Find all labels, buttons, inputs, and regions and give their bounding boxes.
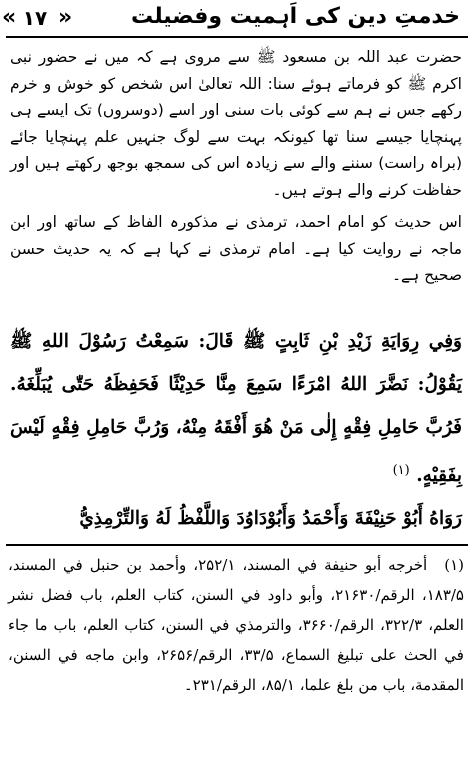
page-title: خدمتِ دین کی اَہمیت وفضیلت <box>131 4 460 29</box>
hadith-text: وَفِي رِوَايَةِ زَيْدِ بْنِ ثَابِتٍ ﷺ قَالَ: سَمِعْتُ رَسُوْلَ اللهِ ﷺ يَقُوْلُ: نَضَّرَ اللهُ امْرَءًا سَمِعَ مِنَّا حَدِيْثًا فَحَفِظَهُ حَتّٰى يُبَلِّغَهُ. فَرُبَّ حَامِلِ فِقْهٍ إِلٰى مَنْ هُوَ أَفْقَهُ مِنْهُ، وَرُبَّ حَامِلِ فِقْهٍ لَيْسَ بِفَقِيْهٍ. <box>10 331 462 487</box>
footnote-reference: (۱) <box>392 463 410 478</box>
page-number-bracket-left: « <box>2 5 17 30</box>
page-number-bracket-right: » <box>58 5 73 30</box>
arabic-hadith <box>10 320 462 540</box>
page-header <box>0 0 474 40</box>
hadith-narration: رَوَاهُ أَبُوْ حَنِيْفَةَ وَأَحْمَدُ وَأَبُوْدَاوُدَ وَاللَّفْظُ لَهُ وَالتِّرْمِذِيُّ <box>79 508 462 530</box>
paragraph-source: اس حدیث کو امام احمد، ترمذی نے مذکورہ الفاظ کے ساتھ اور ابن ماجہ نے روایت کیا ہے۔ امام ترمذی نے کہا ہے کہ یہ حدیث حسن صحیح ہے۔ <box>10 213 462 284</box>
header-rule <box>6 36 468 38</box>
footnote <box>8 550 464 700</box>
footnote-number: (۱) <box>444 556 464 574</box>
page-number: ۱۷ <box>22 6 48 30</box>
footnote-rule <box>6 544 468 546</box>
footnote-text: أخرجه أبو حنيفة في المسند، ۲۵۲/۱، وأحمد بن حنبل في المسند، ۱۸۳/۵، الرقم/۲۱۶۳۰، وأبو داود في السنن، كتاب العلم، باب فضل نشر العلم، ۳۲۲/۳، الرقم/۳۶۶۰، والترمذي في السنن، كتاب العلم، باب ما جاء في الحث على تبليغ السماع، ۳۳/۵، الرقم/۲۶۵۶، وابن ماجه في السنن، المقدمة، باب من بلغ علما، ۸۵/۱، الرقم/۲۳۱۔ <box>8 556 464 694</box>
paragraph-translation: حضرت عبد اللہ بن مسعود ﷺ سے مروی ہے کہ میں نے حضور نبی اکرم ﷺ کو فرماتے ہوئے سنا: اللہ تعالیٰ اس شخص کو خوش و خرم رکھے جس نے ہم سے کوئی بات سنی اور اسے (دوسروں) تک ایسے ہی پہنچایا جیسے سنا تھا کیونکہ بہت سے لوگ جنہیں علم پہنچایا جائے (براہ راست) سننے والے سے زیادہ اس کی سمجھ بوجھ رکھتے ہیں اور حفاظت کرنے والے ہوتے ہیں۔ <box>10 48 462 199</box>
urdu-body <box>10 44 462 295</box>
